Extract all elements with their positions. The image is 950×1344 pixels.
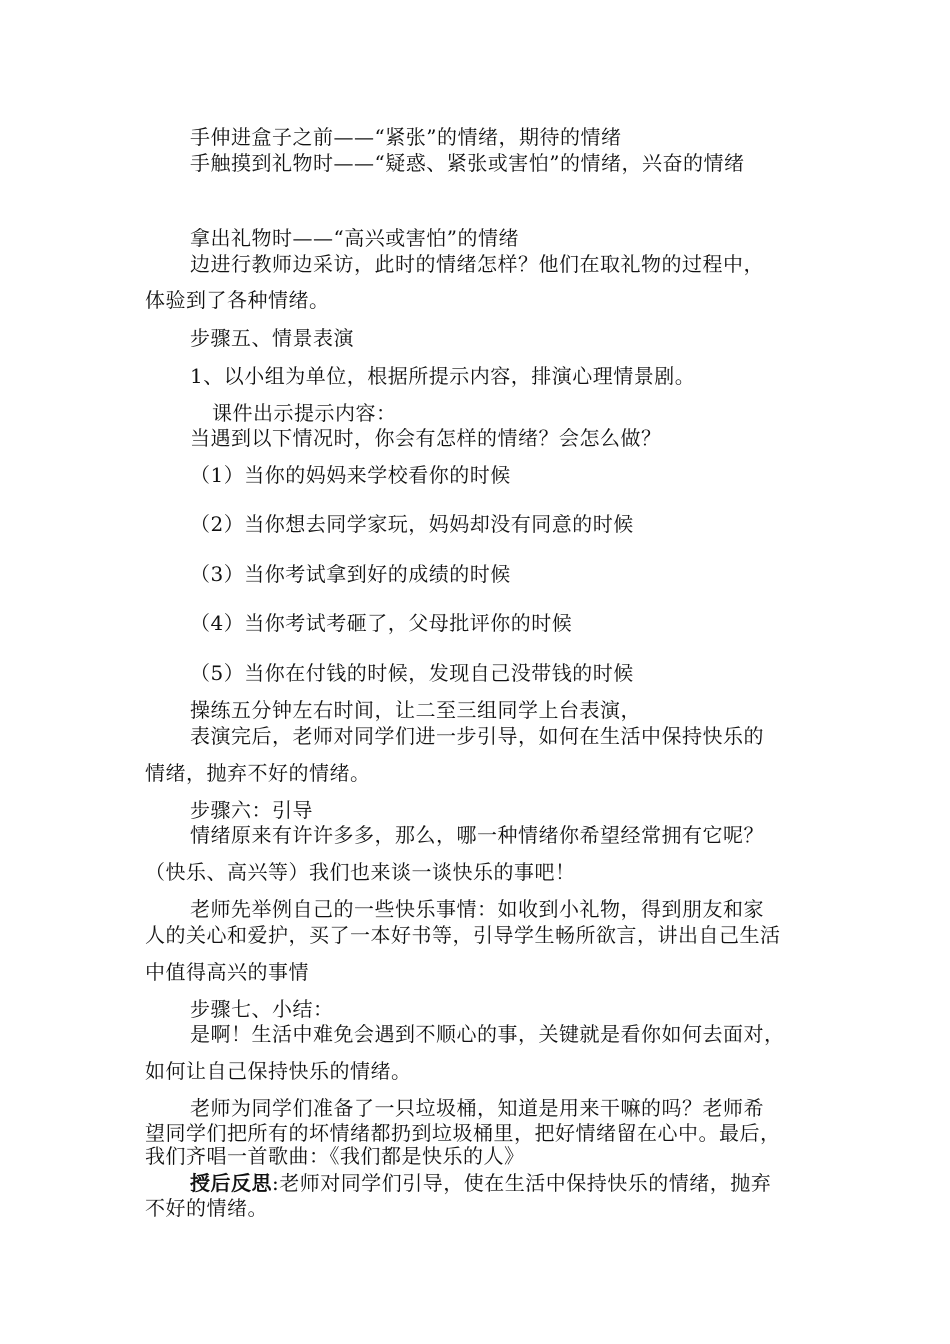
section-heading: 步骤七、小结： xyxy=(190,997,334,1021)
reflection-line: 不好的情绪。 xyxy=(145,1196,268,1220)
list-item: （2）当你想去同学家玩，妈妈却没有同意的时候 xyxy=(190,512,634,536)
section-heading: 步骤五、情景表演 xyxy=(190,326,354,350)
paragraph-line: 当遇到以下情况时，你会有怎样的情绪？会怎么做？ xyxy=(190,426,662,450)
paragraph-line: 操练五分钟左右时间，让二至三组同学上台表演， xyxy=(190,698,641,722)
paragraph-line: 如何让自己保持快乐的情绪。 xyxy=(145,1059,412,1083)
paragraph-line: 情绪，抛弃不好的情绪。 xyxy=(145,761,371,785)
list-item: （4）当你考试考砸了，父母批评你的时候 xyxy=(190,611,573,635)
reflection-label: 授后反思 xyxy=(190,1171,272,1195)
paragraph-line: 边进行教师边采访，此时的情绪怎样？他们在取礼物的过程中， xyxy=(190,252,764,276)
paragraph-line: 手伸进盒子之前——“紧张”的情绪，期待的情绪 xyxy=(190,125,622,149)
paragraph-line: 老师先举例自己的一些快乐事情：如收到小礼物，得到朋友和家 xyxy=(190,897,764,921)
paragraph-line: 老师为同学们准备了一只垃圾桶，知道是用来干嘛的吗？老师希 xyxy=(190,1096,764,1120)
paragraph-line: 是啊！生活中难免会遇到不顺心的事，关键就是看你如何去面对， xyxy=(190,1022,785,1046)
paragraph-line: 人的关心和爱护，买了一本好书等，引导学生畅所欲言，讲出自己生活 xyxy=(145,923,781,947)
paragraph-line: （快乐、高兴等）我们也来谈一谈快乐的事吧！ xyxy=(145,860,576,884)
paragraph-line: 体验到了各种情绪。 xyxy=(145,288,330,312)
paragraph-line: 我们齐唱一首歌曲：《我们都是快乐的人》 xyxy=(145,1144,525,1168)
paragraph-line: 情绪原来有许许多多，那么，哪一种情绪你希望经常拥有它呢？ xyxy=(190,823,764,847)
paragraph-line: 手触摸到礼物时——“疑惑、紧张或害怕”的情绪，兴奋的情绪 xyxy=(190,151,745,175)
list-item: （3）当你考试拿到好的成绩的时候 xyxy=(190,562,511,586)
reflection-line xyxy=(190,1171,771,1195)
list-item: （5）当你在付钱的时候，发现自己没带钱的时候 xyxy=(190,661,634,685)
paragraph-line: 中值得高兴的事情 xyxy=(145,960,309,984)
paragraph-line: 望同学们把所有的坏情绪都扔到垃圾桶里，把好情绪留在心中。最后， xyxy=(145,1121,781,1145)
paragraph-line: 拿出礼物时——“高兴或害怕”的情绪 xyxy=(190,226,519,250)
section-heading: 步骤六：引导 xyxy=(190,798,313,822)
paragraph-line: 课件出示提示内容： xyxy=(212,401,397,425)
paragraph-line: 表演完后，老师对同学们进一步引导，如何在生活中保持快乐的 xyxy=(190,724,764,748)
list-item: （1）当你的妈妈来学校看你的时候 xyxy=(190,463,511,487)
reflection-text: :老师对同学们引导，使在生活中保持快乐的情绪，抛弃 xyxy=(272,1171,772,1195)
paragraph-line: 1、以小组为单位，根据所提示内容，排演心理情景剧。 xyxy=(190,364,696,388)
